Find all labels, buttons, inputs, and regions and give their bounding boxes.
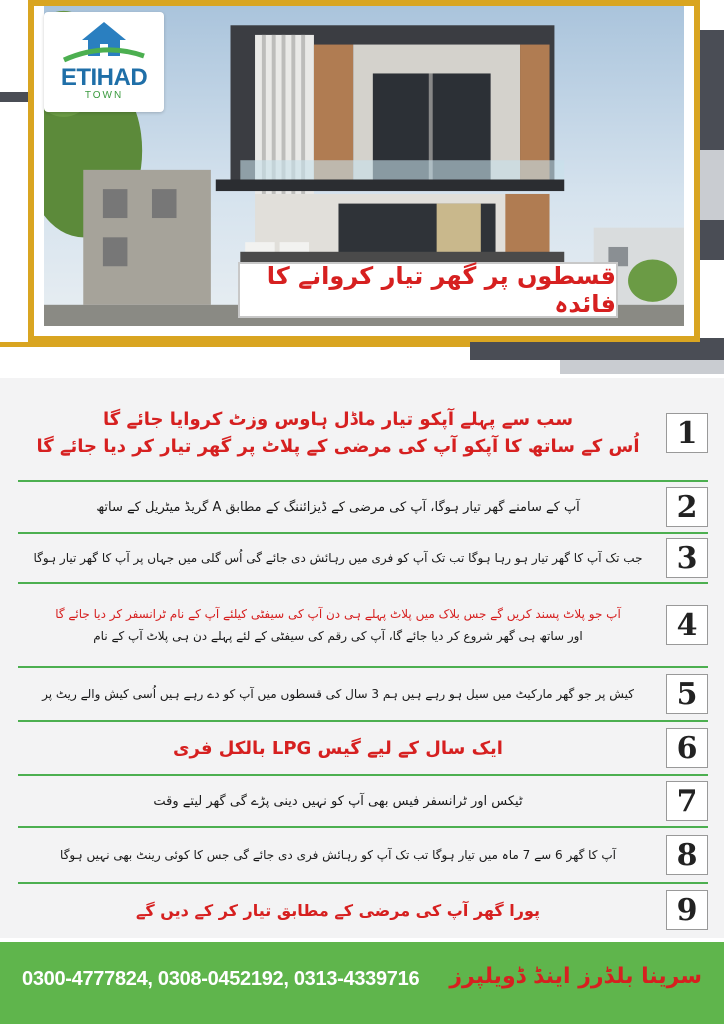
footer-contact-bar — [0, 942, 724, 1024]
item-text-line: اور ساتھ ہی گھر شروع کر دیا جائے گا، آپ کی رقم کی سیفٹی کے لئے پہلے دن ہی پلاٹ آپ کے نام — [93, 629, 583, 643]
list-item — [18, 386, 708, 482]
phone-numbers[interactable]: 0300-4777824, 0308-0452192, 0313-4339716 — [22, 968, 420, 990]
logo-sub: TOWN — [84, 90, 124, 101]
item-text-line: آپ کے سامنے گھر تیار ہوگا، آپ کی مرضی کے ڈیزائننگ کے مطابق A گریڈ میٹریل کے ساتھ — [96, 499, 580, 515]
item-text-line: پورا گھر آپ کی مرضی کے مطابق تیار کر کے دیں گے — [136, 900, 540, 920]
item-number: 2 — [666, 487, 708, 527]
list-item — [18, 584, 708, 668]
item-text-line: ٹیکس اور ٹرانسفر فیس بھی آپ کو نہیں دینی پڑے گی گھر لیتے وقت — [153, 793, 523, 809]
item-number: 7 — [666, 781, 708, 821]
etihad-town-logo — [44, 12, 164, 112]
item-number: 3 — [666, 538, 708, 578]
list-item — [18, 482, 708, 534]
list-item — [18, 722, 708, 776]
item-text-line: آپ جو پلاٹ پسند کریں گے جس بلاک میں پلاٹ پہلے ہی دن آپ کی سیفٹی کیلئے آپ کے نام ٹرانسفر کر دیا جائے گا — [55, 607, 621, 621]
benefits-list — [0, 378, 724, 938]
logo-name: ETIHAD — [60, 64, 148, 91]
list-item — [18, 668, 708, 722]
decor-gray-bar-bottom — [560, 360, 724, 374]
item-number: 1 — [666, 413, 708, 453]
list-item — [18, 828, 708, 884]
decor-gray-bar-right — [700, 150, 724, 220]
item-number: 6 — [666, 728, 708, 768]
item-text-line: کیش پر جو گھر مارکیٹ میں سیل ہو رہے ہیں ہم 3 سال کی قسطوں میں آپ کو دے رہے ہیں اُسی کیش والے ریٹ پر — [42, 687, 634, 701]
item-number: 5 — [666, 674, 708, 714]
decor-gold-line — [0, 342, 480, 347]
company-name: سرینا بلڈرز اینڈ ڈویلپرز — [449, 964, 702, 989]
item-text-line: آپ کا گھر 6 سے 7 ماہ میں تیار ہوگا تب تک آپ کو رہائش فری دی جائے گی جس کا کوئی رینٹ بھی نہیں ہوگا — [60, 848, 616, 862]
list-item — [18, 776, 708, 828]
item-text-line: ایک سال کے لیے گیس LPG بالکل فری — [173, 737, 503, 759]
page-title: قسطوں پر گھر تیار کروانے کا فائدہ — [266, 262, 616, 318]
item-text-line: سب سے پہلے آپکو تیار ماڈل ہاوس وزٹ کروایا جائے گا — [102, 409, 574, 430]
list-item — [18, 534, 708, 584]
title-banner — [238, 262, 618, 318]
item-text-line: جب تک آپ کا گھر تیار ہو رہا ہوگا تب تک آپ کو فری میں رہائش دی جائے گی اُس گلی میں جہاں پر آپ کا گھر تیار ہوگا — [33, 551, 643, 565]
house-logo-icon — [44, 12, 164, 67]
item-number: 8 — [666, 835, 708, 875]
list-item — [18, 884, 708, 936]
item-number: 9 — [666, 890, 708, 930]
item-number: 4 — [666, 605, 708, 645]
item-text-line: اُس کے ساتھ کا آپکو آپ کی مرضی کے پلاٹ پر گھر تیار کر دیا جائے گا — [36, 436, 640, 457]
